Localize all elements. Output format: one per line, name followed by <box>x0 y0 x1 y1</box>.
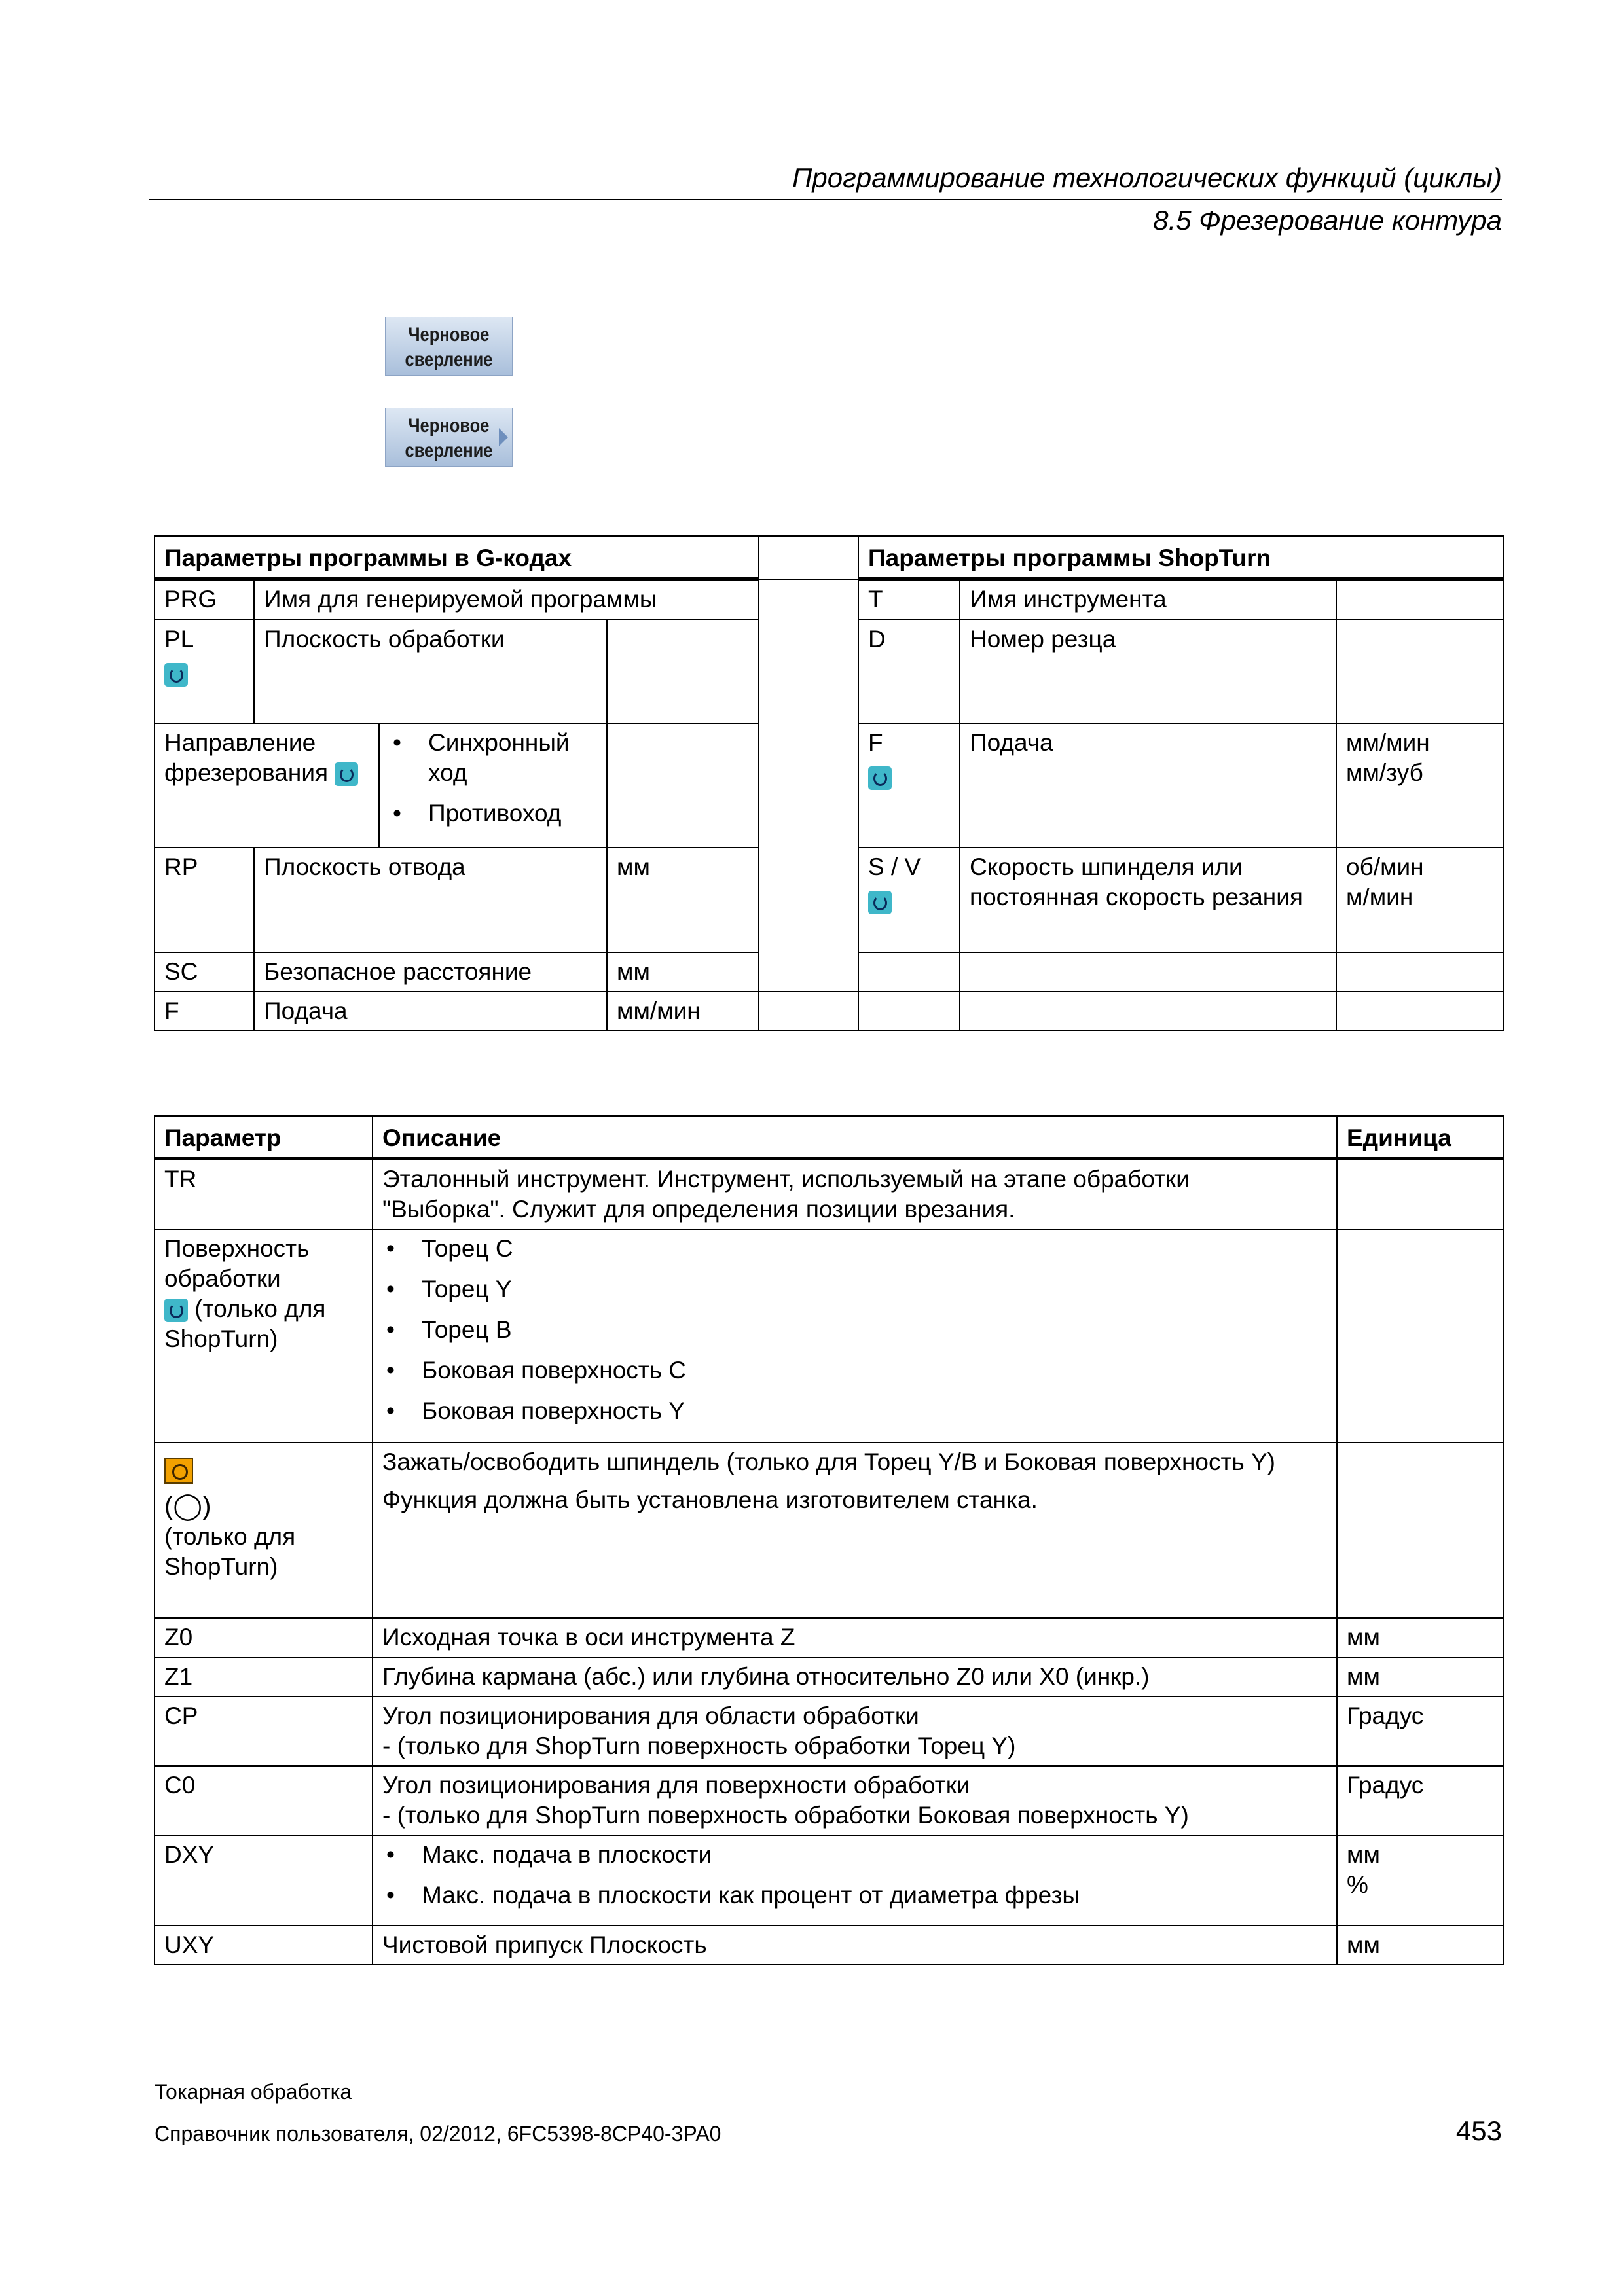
param-pl-desc: Плоскость обработки <box>254 620 607 723</box>
param-rp: RP <box>155 848 254 952</box>
param-clamp: (◯) (только для ShopTurn) <box>155 1443 373 1618</box>
milling-direction-options <box>379 723 607 848</box>
header-rule <box>149 199 1502 200</box>
param-z1-desc: Глубина кармана (абс.) или глубина относительно Z0 или X0 (инкр.) <box>373 1657 1337 1696</box>
option-climb: • Синхронный ход <box>389 728 598 788</box>
param-c0-unit: Градус <box>1337 1766 1503 1835</box>
surface-option: • Боковая поверхность Y <box>382 1396 1328 1426</box>
param-clamp-desc: Зажать/освободить шпиндель (только для Торец Y/B и Боковая поверхность Y) Функция должна быть установлена изготовителем станка. <box>373 1443 1337 1618</box>
header-description: Описание <box>373 1116 1337 1159</box>
param-f-shopturn-unit: мм/мин мм/зуб <box>1336 723 1503 848</box>
header-unit: Единица <box>1337 1116 1503 1159</box>
param-f-shopturn: F <box>858 723 960 848</box>
param-prg: PRG <box>155 579 254 620</box>
param-c0-desc: Угол позиционирования для поверхности обработки - (только для ShopTurn поверхность обработки Боковая поверхность Y) <box>373 1766 1337 1835</box>
param-milling-direction: Направление фрезерования <box>155 723 379 848</box>
clamp-spindle-icon <box>164 1458 193 1484</box>
page-number: 453 <box>1455 2115 1502 2146</box>
param-d: D <box>858 620 960 723</box>
param-z0: Z0 <box>155 1618 373 1657</box>
program-parameters-table <box>154 535 1504 1031</box>
param-prg-desc: Имя для генерируемой программы <box>254 579 759 620</box>
param-cp: CP <box>155 1696 373 1766</box>
param-pl: PL <box>155 620 254 723</box>
surface-options <box>373 1229 1337 1443</box>
dxy-option: • Макс. подача в плоскости <box>382 1840 1328 1870</box>
release-spindle-icon: (◯) <box>164 1492 211 1520</box>
surface-option: • Торец Y <box>382 1274 1328 1304</box>
dxy-option: • Макс. подача в плоскости как процент от диаметра фрезы <box>382 1880 1328 1910</box>
param-z1: Z1 <box>155 1657 373 1696</box>
param-d-desc: Номер резца <box>960 620 1336 723</box>
param-tr: TR <box>155 1159 373 1230</box>
param-uxy-desc: Чистовой припуск Плоскость <box>373 1926 1337 1965</box>
param-z0-unit: мм <box>1337 1618 1503 1657</box>
param-sv-unit: об/мин м/мин <box>1336 848 1503 952</box>
toggle-icon <box>164 1299 188 1322</box>
running-header-title: Программирование технологических функций (циклы) <box>792 162 1502 193</box>
param-uxy-unit: мм <box>1337 1926 1503 1965</box>
param-cp-desc: Угол позиционирования для области обработки - (только для ShopTurn поверхность обработки Торец Y) <box>373 1696 1337 1766</box>
param-sc-unit: мм <box>607 952 759 992</box>
param-dxy: DXY <box>155 1835 373 1926</box>
param-f-shopturn-desc: Подача <box>960 723 1336 848</box>
option-conventional: • Противоход <box>389 798 598 829</box>
param-cp-unit: Градус <box>1337 1696 1503 1766</box>
footer-manual: Справочник пользователя, 02/2012, 6FC5398-8CP40-3PA0 <box>155 2122 721 2145</box>
param-f: F <box>155 992 254 1031</box>
rough-drilling-softkey[interactable]: Черновое сверление <box>385 317 513 376</box>
param-sc: SC <box>155 952 254 992</box>
rough-drilling-softkey-expanded[interactable]: Черновое сверление <box>385 408 513 467</box>
param-z1-unit: мм <box>1337 1657 1503 1696</box>
param-dxy-options <box>373 1835 1337 1926</box>
toggle-icon <box>335 762 358 786</box>
param-rp-unit: мм <box>607 848 759 952</box>
surface-option: • Торец C <box>382 1234 1328 1264</box>
param-z0-desc: Исходная точка в оси инструмента Z <box>373 1618 1337 1657</box>
param-c0: C0 <box>155 1766 373 1835</box>
shopturn-params-header: Параметры программы ShopTurn <box>858 536 1503 579</box>
param-t-desc: Имя инструмента <box>960 579 1336 620</box>
header-parameter: Параметр <box>155 1116 373 1159</box>
toggle-icon <box>868 766 892 790</box>
param-rp-desc: Плоскость отвода <box>254 848 607 952</box>
footer-product: Токарная обработка <box>155 2080 352 2104</box>
param-sv-desc: Скорость шпинделя или постоянная скорость резания <box>960 848 1336 952</box>
running-header-section: 8.5 Фрезерование контура <box>1153 205 1502 236</box>
surface-option: • Торец B <box>382 1315 1328 1345</box>
param-sv: S / V <box>858 848 960 952</box>
gcode-params-header: Параметры программы в G-кодах <box>155 536 759 579</box>
param-dxy-unit: мм % <box>1337 1835 1503 1926</box>
surface-option: • Боковая поверхность C <box>382 1355 1328 1386</box>
toggle-icon <box>868 891 892 914</box>
toggle-icon <box>164 663 188 687</box>
param-uxy: UXY <box>155 1926 373 1965</box>
param-f-unit: мм/мин <box>607 992 759 1031</box>
parameter-description-table <box>154 1115 1504 1965</box>
param-surface: Поверхность обработки (только для ShopTurn) <box>155 1229 373 1443</box>
param-f-desc: Подача <box>254 992 607 1031</box>
param-t: T <box>858 579 960 620</box>
param-sc-desc: Безопасное расстояние <box>254 952 607 992</box>
param-tr-desc: Эталонный инструмент. Инструмент, используемый на этапе обработки "Выборка". Служит для определения позиции врезания. <box>373 1159 1337 1230</box>
